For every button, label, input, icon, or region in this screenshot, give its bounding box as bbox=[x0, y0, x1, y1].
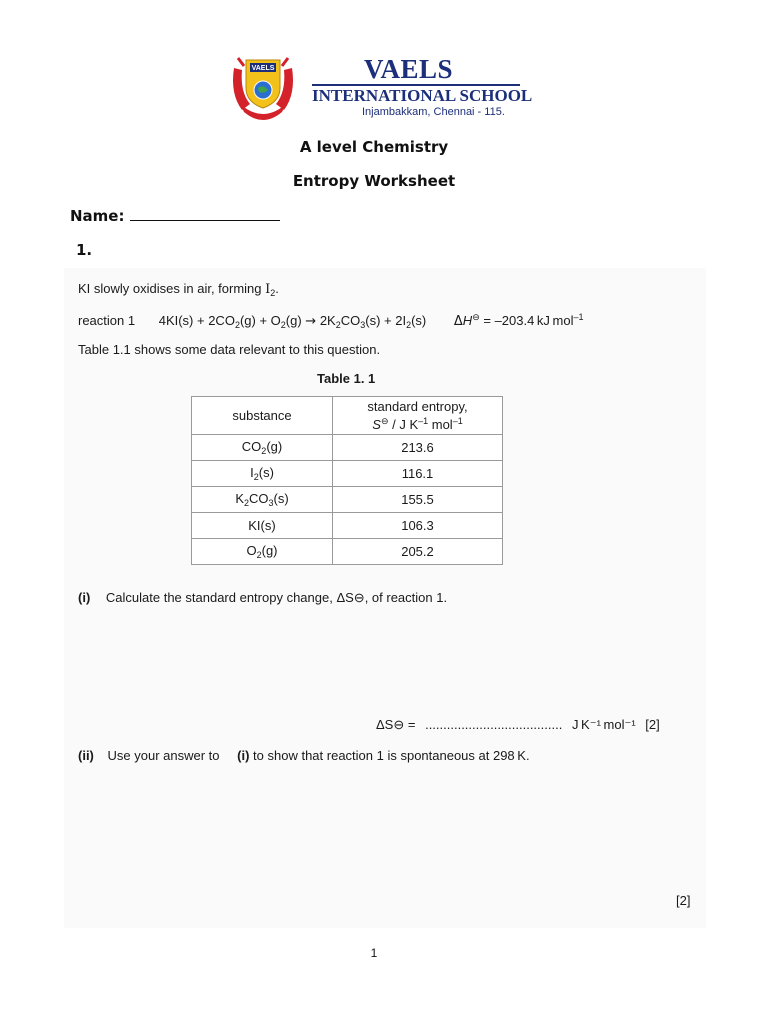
table-row bbox=[192, 513, 503, 539]
part-ii-question bbox=[78, 748, 530, 763]
answer-units: J K⁻¹ mol⁻¹ bbox=[571, 717, 636, 732]
table-header-substance: substance bbox=[192, 397, 333, 435]
svg-text:VAELS: VAELS bbox=[251, 65, 275, 72]
school-subtitle: INTERNATIONAL SCHOOL bbox=[312, 86, 533, 105]
school-name: VAELS bbox=[364, 54, 454, 84]
table-cell-substance: KI(s) bbox=[192, 513, 333, 539]
table-cell-entropy: 155.5 bbox=[333, 487, 503, 513]
page-number: 1 bbox=[370, 946, 378, 960]
table-row bbox=[192, 539, 503, 565]
worksheet-title: Entropy Worksheet bbox=[292, 172, 456, 190]
table-caption: Table 1. 1 bbox=[317, 371, 376, 386]
part-i-question bbox=[78, 590, 447, 606]
table-cell-substance: $K_2CO_3(s)$ bbox=[192, 487, 333, 513]
entropy-data-table bbox=[191, 396, 503, 565]
part-ii-text-before: Use your answer to bbox=[107, 748, 220, 763]
table-row bbox=[192, 435, 503, 461]
answer-prefix: ΔS⊖ = bbox=[376, 717, 416, 732]
course-title: A level Chemistry bbox=[299, 138, 449, 156]
question-number: 1. bbox=[76, 241, 93, 259]
reaction-label: reaction 1 bbox=[78, 313, 136, 328]
enthalpy-value: = –203.4 kJ mol bbox=[483, 313, 574, 328]
part-i-answer-line bbox=[376, 717, 660, 733]
name-field-row bbox=[70, 206, 280, 225]
part-ii-marks: [2] bbox=[676, 893, 691, 908]
table-cell-entropy: 213.6 bbox=[333, 435, 503, 461]
table-cell-substance: $I_2(s)$ bbox=[192, 461, 333, 487]
table-cell-substance: $CO_2(g)$ bbox=[192, 435, 333, 461]
answer-dots: ...................................... bbox=[425, 717, 563, 732]
part-i-text: Calculate the standard entropy change, ΔS⊖, of reaction 1. bbox=[105, 590, 448, 605]
table-header-row bbox=[192, 397, 503, 435]
table-row bbox=[192, 461, 503, 487]
part-ii-text-after: to show that reaction 1 is spontaneous at 298 K. bbox=[253, 748, 530, 763]
part-i-marks: [2] bbox=[645, 717, 660, 732]
question-intro: KI slowly oxidises in air, forming $I_2$. bbox=[78, 281, 279, 298]
name-label: Name: bbox=[70, 207, 125, 225]
table-row bbox=[192, 487, 503, 513]
name-blank-line[interactable] bbox=[130, 206, 280, 221]
part-ii-ref: (i) bbox=[237, 748, 250, 763]
table-intro: Table 1.1 shows some data relevant to this question. bbox=[78, 342, 381, 357]
school-crest-logo bbox=[228, 54, 298, 120]
table-cell-entropy: 106.3 bbox=[333, 513, 503, 539]
table-cell-substance: $O_2(g)$ bbox=[192, 539, 333, 565]
school-address: Injambakkam, Chennai - 115. bbox=[362, 106, 505, 118]
table-header-entropy: standard entropy, S⊖ / J $K^{-1}$ mol$^{-1}$ bbox=[333, 397, 503, 435]
part-i-label: (i) bbox=[78, 590, 91, 605]
table-cell-entropy: 205.2 bbox=[333, 539, 503, 565]
part-ii-label: (ii) bbox=[78, 748, 94, 763]
reaction-equation: reaction 1 $4KI(s) + 2CO_2(g) + O_2(g) \to 2K_2CO_3(s) + 2I_2(s) \Delta H^⊖ = -203.4$ kJ mol$^{-1}$ bbox=[78, 312, 584, 330]
table-cell-entropy: 116.1 bbox=[333, 461, 503, 487]
